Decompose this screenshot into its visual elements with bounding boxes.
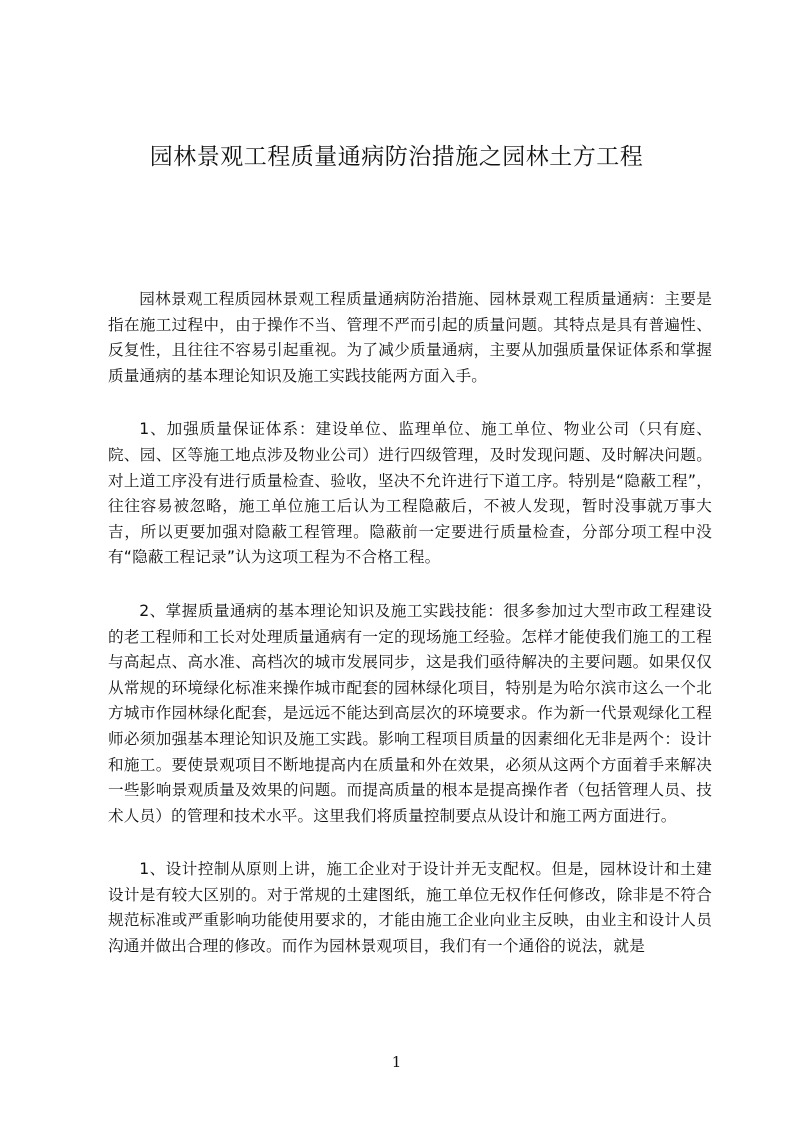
document-title: 园林景观工程质量通病防治措施之园林土方工程 <box>149 144 644 170</box>
paragraph-design-control: 1、设计控制从原则上讲，施工企业对于设计并无支配权。但是，园林设计和土建设计是有较大区别的。对于常规的土建图纸，施工单位无权作任何修改，除非是不符合规范标准或严重影响功能使用要求的，才能由施工企业向业主反映，由业主和设计人员沟通并做出合理的修改。而作为园林景观项目，我们有一个通俗的说法，就是 <box>108 860 712 956</box>
paragraph-quality-assurance: 1、加强质量保证体系：建设单位、监理单位、施工单位、物业公司（只有庭、院、园、区等施工地点涉及物业公司）进行四级管理，及时发现问题、及时解决问题。对上道工序没有进行质量检查、验收，坚决不允许进行下道工序。特别是“隐蔽工程”，往往容易被忽略，施工单位施工后认为工程隐蔽后，不被人发现，暂时没事就万事大吉，所以更要加强对隐蔽工程管理。隐蔽前一定要进行质量检查，分部分项工程中没有“隐蔽工程记录”认为这项工程为不合格工程。 <box>108 420 712 567</box>
document-body <box>108 287 712 988</box>
paragraph-theory-and-practice: 2、掌握质量通病的基本理论知识及施工实践技能：很多参加过大型市政工程建设的老工程师和工长对处理质量通病有一定的现场施工经验。怎样才能使我们施工的工程与高起点、高水准、高档次的城市发展同步，这是我们亟待解决的主要问题。如果仅仅从常规的环境绿化标准来操作城市配套的园林绿化项目，特别是为哈尔滨市这么一个北方城市作园林绿化配套，是远远不能达到高层次的环境要求。作为新一代景观绿化工程师必须加强基本理论知识及施工实践。影响工程项目质量的因素细化无非是两个：设计和施工。要使景观项目不断地提高内在质量和外在效果，必须从这两个方面着手来解决一些影响景观质量及效果的问题。而提高质量的根本是提高操作者（包括管理人员、技术人员）的管理和技术水平。这里我们将质量控制要点从设计和施工两方面进行。 <box>108 601 712 825</box>
page-number: 1 <box>391 1053 402 1071</box>
paragraph-intro: 园林景观工程质园林景观工程质量通病防治措施、园林景观工程质量通病：主要是指在施工过程中，由于操作不当、管理不严而引起的质量问题。其特点是具有普遍性、反复性，且往往不容易引起重视。为了减少质量通病，主要从加强质量保证体系和掌握质量通病的基本理论知识及施工实践技能两方面入手。 <box>108 290 712 385</box>
